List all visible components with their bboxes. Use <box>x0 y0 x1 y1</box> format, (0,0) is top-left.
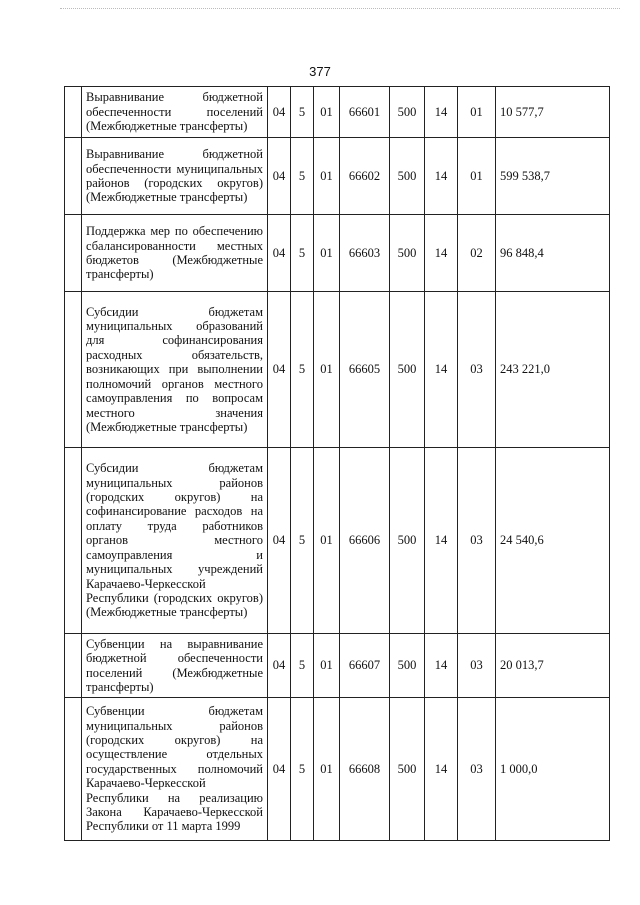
expense-name: Выравнивание бюджетной обеспеченности поселений (Межбюджетные трансферты) <box>82 87 268 138</box>
expense-name: Субсидии бюджетам муниципальных образований для софинансирования расходных обязательств, возникающих при выполнении полномочий органов местного самоуправления по вопросам местного значения (Межбюджетные трансферты) <box>82 292 268 448</box>
expense-type-code: 500 <box>390 87 425 138</box>
amount: 599 538,7 <box>496 138 610 215</box>
target-code-part1: 01 <box>314 448 340 634</box>
target-code-part2: 66608 <box>340 698 390 841</box>
amount: 1 000,0 <box>496 698 610 841</box>
amount: 24 540,6 <box>496 448 610 634</box>
target-code-part2: 66601 <box>340 87 390 138</box>
table-row <box>65 698 610 841</box>
kosgu-code-part1: 14 <box>425 87 458 138</box>
section-code: 04 <box>268 448 291 634</box>
expense-type-code: 500 <box>390 292 425 448</box>
kosgu-code-part2: 03 <box>458 698 496 841</box>
kosgu-code-part2: 03 <box>458 292 496 448</box>
amount: 243 221,0 <box>496 292 610 448</box>
row-margin-cell <box>65 215 82 292</box>
target-code-part1: 01 <box>314 292 340 448</box>
section-code: 04 <box>268 292 291 448</box>
row-margin-cell <box>65 634 82 698</box>
page-number: 377 <box>309 64 331 79</box>
expense-type-code: 500 <box>390 634 425 698</box>
table-row <box>65 634 610 698</box>
expense-type-code: 500 <box>390 698 425 841</box>
scan-artifact-line <box>60 8 620 15</box>
subsection-code: 5 <box>291 292 314 448</box>
expense-name: Субвенции на выравнивание бюджетной обеспеченности поселений (Межбюджетные трансферты) <box>82 634 268 698</box>
kosgu-code-part1: 14 <box>425 448 458 634</box>
budget-table-body <box>65 87 610 841</box>
target-code-part1: 01 <box>314 634 340 698</box>
subsection-code: 5 <box>291 448 314 634</box>
expense-type-code: 500 <box>390 448 425 634</box>
section-code: 04 <box>268 634 291 698</box>
expense-name: Выравнивание бюджетной обеспеченности муниципальных районов (городских округов) (Межбюджетные трансферты) <box>82 138 268 215</box>
amount: 96 848,4 <box>496 215 610 292</box>
expense-type-code: 500 <box>390 215 425 292</box>
subsection-code: 5 <box>291 698 314 841</box>
expense-name: Поддержка мер по обеспечению сбалансированности местных бюджетов (Межбюджетные трансферты) <box>82 215 268 292</box>
kosgu-code-part1: 14 <box>425 215 458 292</box>
target-code-part2: 66607 <box>340 634 390 698</box>
subsection-code: 5 <box>291 215 314 292</box>
target-code-part1: 01 <box>314 698 340 841</box>
kosgu-code-part2: 02 <box>458 215 496 292</box>
amount: 10 577,7 <box>496 87 610 138</box>
target-code-part1: 01 <box>314 215 340 292</box>
table-row <box>65 292 610 448</box>
kosgu-code-part1: 14 <box>425 138 458 215</box>
target-code-part2: 66606 <box>340 448 390 634</box>
target-code-part2: 66605 <box>340 292 390 448</box>
target-code-part1: 01 <box>314 87 340 138</box>
expense-type-code: 500 <box>390 138 425 215</box>
row-margin-cell <box>65 87 82 138</box>
subsection-code: 5 <box>291 634 314 698</box>
kosgu-code-part1: 14 <box>425 292 458 448</box>
expense-name: Субсидии бюджетам муниципальных районов (городских округов) на софинансирование расходов на оплату труда работников органов местного самоуправления и муниципальных учреждений Карачаево-Черкесской Республики (городских округов) (Межбюджетные трансферты) <box>82 448 268 634</box>
table-row <box>65 448 610 634</box>
row-margin-cell <box>65 292 82 448</box>
row-margin-cell <box>65 448 82 634</box>
section-code: 04 <box>268 87 291 138</box>
kosgu-code-part2: 01 <box>458 87 496 138</box>
kosgu-code-part2: 01 <box>458 138 496 215</box>
target-code-part2: 66603 <box>340 215 390 292</box>
amount: 20 013,7 <box>496 634 610 698</box>
section-code: 04 <box>268 215 291 292</box>
kosgu-code-part2: 03 <box>458 448 496 634</box>
expense-name: Субвенции бюджетам муниципальных районов (городских округов) на осуществление отдельных государственных полномочий Карачаево-Черкесской Республики на реализацию Закона Карачаево-Черкесской Республики от 11 марта 1999 <box>82 698 268 841</box>
row-margin-cell <box>65 138 82 215</box>
target-code-part2: 66602 <box>340 138 390 215</box>
table-row <box>65 138 610 215</box>
row-margin-cell <box>65 698 82 841</box>
budget-table <box>64 86 610 841</box>
kosgu-code-part1: 14 <box>425 634 458 698</box>
subsection-code: 5 <box>291 138 314 215</box>
kosgu-code-part1: 14 <box>425 698 458 841</box>
table-row <box>65 215 610 292</box>
table-row <box>65 87 610 138</box>
subsection-code: 5 <box>291 87 314 138</box>
section-code: 04 <box>268 698 291 841</box>
target-code-part1: 01 <box>314 138 340 215</box>
section-code: 04 <box>268 138 291 215</box>
kosgu-code-part2: 03 <box>458 634 496 698</box>
